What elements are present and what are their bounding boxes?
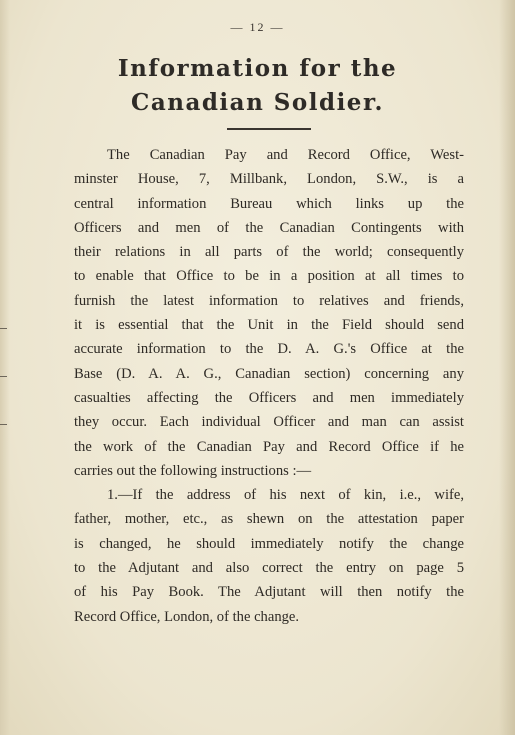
text-line: it is essential that the Unit in the Field should send — [74, 317, 464, 334]
title-line: Information for the — [117, 55, 398, 82]
text-line: Record Office, London, of the change. — [74, 608, 300, 625]
text-line: central information Bureau which links up the — [74, 195, 464, 212]
text-line: furnish the latest information to relatives and friends, — [74, 292, 464, 309]
page-title — [0, 52, 515, 120]
text-line: they occur. Each individual Officer and man can assist — [74, 414, 464, 431]
text-line: father, mother, etc., as shewn on the attestation paper — [74, 511, 464, 528]
text-line: to the Adjutant and also correct the entry on page 5 — [74, 560, 464, 577]
title-divider — [227, 128, 311, 130]
margin-mark — [0, 328, 7, 329]
text-line: to enable that Office to be in a position at all times to — [74, 268, 464, 285]
text-line: casualties affecting the Officers and men immediately — [74, 389, 464, 406]
text-line: is changed, he should immediately notify the change — [74, 535, 464, 552]
margin-mark — [0, 376, 7, 377]
title-line: Canadian Soldier. — [131, 89, 384, 116]
paragraph-1 — [74, 143, 464, 483]
text-line: minster House, 7, Millbank, London, S.W., is a — [74, 171, 464, 188]
text-line: their relations in all parts of the world; consequently — [74, 244, 464, 261]
text-line: carries out the following instructions :— — [74, 462, 312, 479]
text-line: the work of the Canadian Pay and Record Office if he — [74, 438, 464, 455]
page-number: — 12 — — [230, 20, 285, 34]
text-line: The Canadian Pay and Record Office, West- — [107, 147, 464, 163]
text-line: accurate information to the D. A. G.'s Office at the — [74, 341, 464, 358]
margin-mark — [0, 424, 7, 425]
text-line: of his Pay Book. The Adjutant will then notify the — [74, 584, 464, 601]
text-line: 1.—If the address of his next of kin, i.e., wife, — [107, 487, 464, 504]
text-line: Base (D. A. A. G., Canadian section) concerning any — [74, 365, 464, 382]
text-line: Officers and men of the Canadian Contingents with — [74, 219, 464, 236]
body-text — [74, 143, 464, 629]
paragraph-2 — [74, 483, 464, 629]
